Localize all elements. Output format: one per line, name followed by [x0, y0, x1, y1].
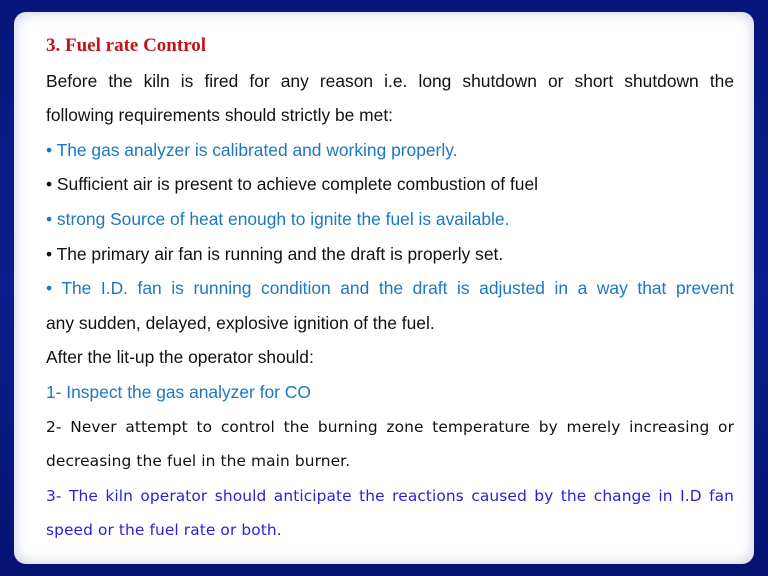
intro-line-2: following requirements should strictly be met:	[46, 105, 393, 126]
slide-title: 3. Fuel rate Control	[46, 35, 207, 56]
bullet-sufficient-air: • Sufficient air is present to achieve complete combustion of fuel	[46, 174, 538, 195]
step-2-line-1: 2- Never attempt to control the burning zone temperature by merely increasing or	[46, 417, 734, 436]
bullet-heat-source: • strong Source of heat enough to ignite the fuel is available.	[46, 208, 510, 229]
intro-line-1: Before the kiln is fired for any reason i.e. long shutdown or short shutdown the	[46, 70, 734, 91]
bullet-gas-analyzer: • The gas analyzer is calibrated and working properly.	[46, 139, 458, 160]
step-3-line-1: 3- The kiln operator should anticipate the reactions caused by the change in I.D fan	[46, 486, 734, 505]
bullet-id-fan-line-1: • The I.D. fan is running condition and the draft is adjusted in a way that prevent	[46, 278, 734, 299]
slide-panel	[14, 12, 754, 564]
after-lit-up-heading: After the lit-up the operator should:	[46, 347, 314, 368]
bullet-id-fan-line-2: any sudden, delayed, explosive ignition of the fuel.	[46, 312, 435, 333]
bullet-primary-air-fan: • The primary air fan is running and the draft is properly set.	[46, 243, 504, 264]
step-2-line-2: decreasing the fuel in the main burner.	[46, 452, 351, 471]
step-1-inspect-gas: 1- Inspect the gas analyzer for CO	[46, 381, 311, 402]
slide-content	[46, 29, 734, 548]
step-3-line-2: speed or the fuel rate or both.	[46, 521, 282, 540]
